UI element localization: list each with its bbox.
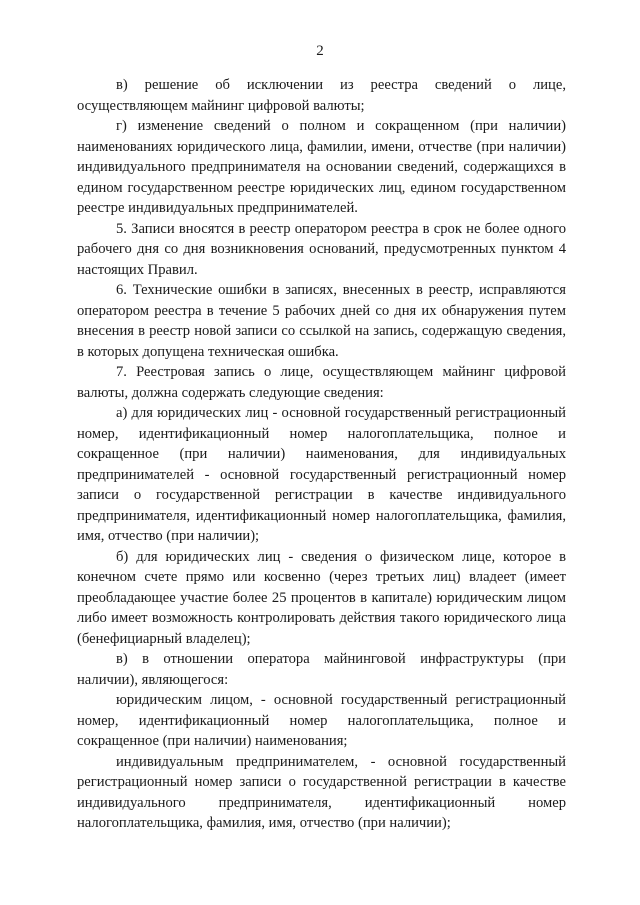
paragraph-6-technical-errors: 6. Технические ошибки в записях, внесенных в реестр, исправляются оператором реестра в течение 5 рабочих дней со дня их обнаружения путем внесения в реестр новой записи со ссылкой на запись, содержащую сведения, в которых допущена техническая ошибка. — [77, 282, 566, 360]
document-body — [77, 75, 566, 834]
paragraph-item-v-infrastructure-operator: в) в отношении оператора майнинговой инфраструктуры (при наличии), являющегося: — [77, 651, 566, 688]
paragraph-item-a-legal-entities: а) для юридических лиц - основной государственный регистрационный номер, идентификационный номер налогоплательщика, полное и сокращенное (при наличии) наименования, для индивидуальных предпринимателей - основной государственный регистрационный номер записи о государственной регистрации в качестве индивидуального предпринимателя, идентификационный номер налогоплательщика, фамилия, имя, отчество (при наличии); — [77, 405, 566, 544]
paragraph-5-entry-deadline: 5. Записи вносятся в реестр оператором реестра в срок не более одного рабочего дня со дня возникновения оснований, предусмотренных пунктом 4 настоящих Правил. — [77, 220, 566, 278]
paragraph-7-record-contents: 7. Реестровая запись о лице, осуществляющем майнинг цифровой валюты, должна содержать следующие сведения: — [77, 364, 566, 401]
paragraph-item-v-exclusion: в) решение об исключении из реестра сведений о лице, осуществляющем майнинг цифровой валюты; — [77, 77, 566, 114]
paragraph-item-g-change: г) изменение сведений о полном и сокращенном (при наличии) наименованиях юридического лица, фамилии, имени, отчестве (при наличии) индивидуального предпринимателя на основании сведений, содержащихся в едином государственном реестре юридических лиц, едином государственном реестре индивидуальных предпринимателей. — [77, 118, 566, 216]
page-number: 2 — [316, 43, 324, 59]
paragraph-legal-entity-operator: юридическим лицом, - основной государственный регистрационный номер, идентификационный номер налогоплательщика, полное и сокращенное (при наличии) наименования; — [77, 692, 566, 749]
paragraph-individual-entrepreneur-operator: индивидуальным предпринимателем, - основной государственный регистрационный номер записи о государственной регистрации в качестве индивидуального предпринимателя, идентификационный номер налогоплательщика, фамилия, имя, отчество (при наличии); — [77, 753, 566, 831]
paragraph-item-b-beneficial-owner: б) для юридических лиц - сведения о физическом лице, которое в конечном счете прямо или косвенно (через третьих лиц) владеет (имеет преобладающее участие более 25 процентов в капитале) юридическим лицом либо имеет возможность контролировать действия такого юридического лица (бенефициарный владелец); — [77, 548, 566, 647]
